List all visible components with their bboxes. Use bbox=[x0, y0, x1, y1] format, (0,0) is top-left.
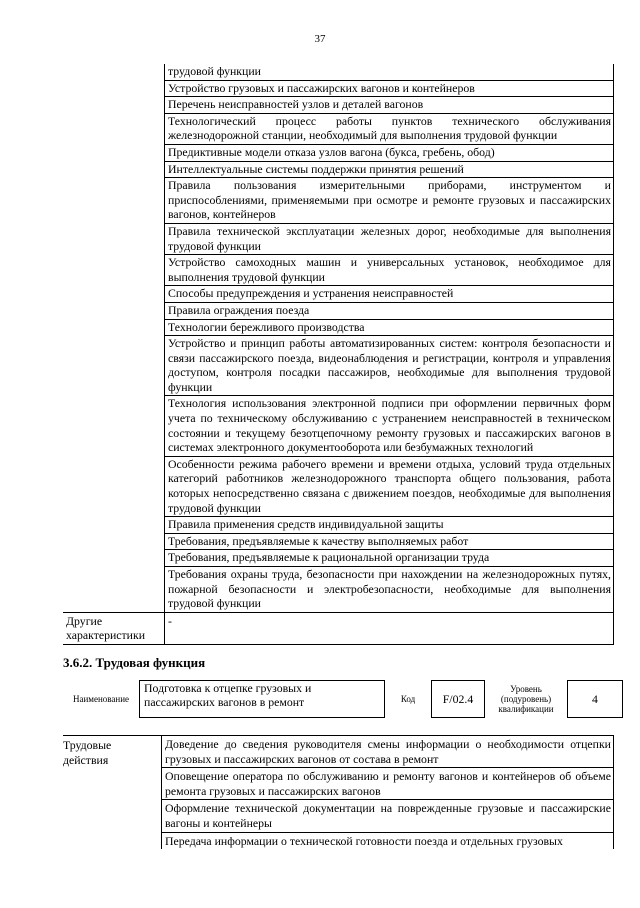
table-cell: Способы предупреждения и устранения неисправностей bbox=[165, 286, 614, 303]
table-cell: Доведение до сведения руководителя смены информации о необходимости отцепки грузовых и пассажирских вагонов от состава в ремонт bbox=[162, 736, 614, 768]
table-cell: Оповещение оператора по обслуживанию и ремонту вагонов и контейнеров об объеме ремонта грузовых и пассажирских вагонов bbox=[162, 768, 614, 800]
table-cell: Технология использования электронной подписи при оформлении первичных форм учета по техническому обслуживанию с устранением неисправностей в техническом состоянии и текущему безотцепочному ремонту грузовых и пассажирских вагонов в системах электронного документооборота или безбумажных технологий bbox=[165, 396, 614, 456]
table-cell: Устройство самоходных машин и универсальных установок, необходимое для выполнения трудовой функции bbox=[165, 255, 614, 286]
table-cell: Передача информации о технической готовности поезда и отдельных грузовых bbox=[162, 832, 614, 849]
table-row bbox=[63, 736, 614, 768]
table-cell: Интеллектуальные системы поддержки принятия решений bbox=[165, 161, 614, 178]
page-number: 37 bbox=[314, 33, 326, 45]
table-cell: Технологии бережливого производства bbox=[165, 319, 614, 336]
table-cell: Устройство грузовых и пассажирских вагонов и контейнеров bbox=[165, 80, 614, 97]
table-cell: трудовой функции bbox=[165, 64, 614, 80]
label-cell bbox=[63, 64, 165, 612]
table-cell: Требования, предъявляемые к рациональной организации труда bbox=[165, 550, 614, 567]
table-cell: Правила технической эксплуатации железных дорог, необходимые для выполнения трудовой функции bbox=[165, 223, 614, 254]
code-value: F/02.4 bbox=[432, 681, 485, 718]
table-cell: Устройство и принцип работы автоматизированных систем: контроля безопасности и связи пассажирского поезда, видеонаблюдения и регистрации, контроля и управления доступом, контроля посадки пассажиров, необходимые для выполнения трудовой функции bbox=[165, 336, 614, 396]
table-cell: Правила пользования измерительными приборами, инструментом и приспособлениями, применяемыми при осмотре и ремонте грузовых и пассажирских вагонов, контейнеров bbox=[165, 178, 614, 224]
table-cell: Оформление технической документации на поврежденные грузовые и пассажирские вагоны и контейнеры bbox=[162, 800, 614, 832]
table-cell: Требования охраны труда, безопасности при нахождении на железнодорожных путях, пожарной безопасности и электробезопасности, необходимые для выполнения трудовой функции bbox=[165, 567, 614, 613]
table-cell: Технологический процесс работы пунктов технического обслуживания железнодорожной станции, необходимый для выполнения трудовой функции bbox=[165, 113, 614, 144]
level-value: 4 bbox=[568, 681, 623, 718]
actions-label: Трудовые действия bbox=[63, 736, 162, 850]
table-cell: Перечень неисправностей узлов и деталей вагонов bbox=[165, 97, 614, 114]
function-header-table bbox=[63, 680, 623, 718]
table-cell: Правила ограждения поезда bbox=[165, 302, 614, 319]
table-cell: Предиктивные модели отказа узлов вагона (букса, гребень, обод) bbox=[165, 144, 614, 161]
level-label: Уровень (подуровень) квалификации bbox=[498, 684, 554, 714]
table-cell: Требования, предъявляемые к качеству выполняемых работ bbox=[165, 533, 614, 550]
section-heading: 3.6.2. Трудовая функция bbox=[63, 655, 206, 670]
knowledge-table bbox=[63, 64, 614, 645]
name-label: Наименование bbox=[72, 694, 130, 704]
other-characteristics-value: - bbox=[165, 612, 614, 644]
table-row bbox=[63, 64, 614, 80]
other-characteristics-label: Другие характеристики bbox=[63, 612, 165, 644]
code-label: Код bbox=[400, 694, 416, 704]
other-characteristics-row bbox=[63, 612, 614, 644]
table-cell: Особенности режима рабочего времени и времени отдыха, условий труда отдельных категорий работников железнодорожного транспорта общего пользования, работа которых непосредственно связана с движением поездов, необходимые для выполнения трудовой функции bbox=[165, 456, 614, 516]
table-cell: Правила применения средств индивидуальной защиты bbox=[165, 517, 614, 534]
name-value: Подготовка к отцепке грузовых и пассажирских вагонов в ремонт bbox=[140, 681, 385, 718]
actions-table bbox=[63, 735, 614, 849]
